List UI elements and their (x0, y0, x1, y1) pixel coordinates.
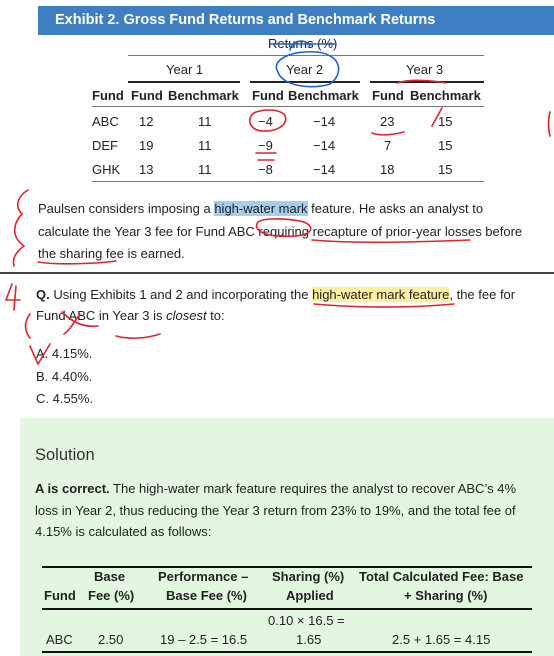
table-cell: 11 (198, 138, 212, 153)
y1-bench-header: Benchmark (168, 88, 239, 103)
year3-header: Year 3 (406, 62, 444, 77)
table-cell: 11 (198, 162, 212, 177)
ink-bracket-mark (13, 190, 28, 266)
returns-label: Returns (%) (268, 36, 338, 51)
highlighted-term: high-water mark (214, 201, 308, 216)
sol-cell-share-1: 0.10 × 16.5 = (268, 613, 345, 628)
sol-header-perf-2: Base Fee (%) (166, 588, 247, 603)
y2-fund-header: Fund (252, 88, 284, 103)
exhibit-table (0, 0, 554, 180)
table-cell: 23 (380, 114, 395, 129)
table-cell: 18 (380, 162, 395, 177)
y2-bench-header: Benchmark (288, 88, 359, 103)
table-cell: −4 (258, 114, 273, 129)
case-paragraph: Paulsen considers imposing a high-water mark feature. He asks an analyst to calculate the Year 3 fee for Fund ABC requiring recapture of prior-year losses before the sharing fee is earned. (38, 201, 523, 261)
sol-cell-perf: 19 – 2.5 = 16.5 (160, 632, 248, 647)
table-cell: 15 (438, 138, 453, 153)
y3-fund-header: Fund (372, 88, 404, 103)
solution-title: Solution (35, 446, 95, 464)
option-b[interactable]: B. 4.40%. (36, 369, 93, 384)
table-row-fund: ABC (92, 114, 119, 129)
year1-header: Year 1 (166, 62, 204, 77)
table-cell: −14 (313, 114, 336, 129)
sol-header-total-2: + Sharing (%) (404, 588, 488, 603)
sol-header-perf: Performance – (158, 569, 249, 584)
table-cell: 19 (139, 138, 154, 153)
table-cell: −14 (313, 138, 336, 153)
sol-header-share-2: Applied (286, 588, 334, 603)
y3-bench-header: Benchmark (410, 88, 481, 103)
sol-header-share: Sharing (%) (272, 569, 345, 584)
col-fund-header: Fund (92, 88, 124, 103)
table-cell: −14 (313, 162, 336, 177)
sol-cell-fund: ABC (46, 632, 73, 647)
table-cell: 15 (438, 114, 453, 129)
table-row-fund: DEF (92, 138, 118, 153)
solution-block (20, 418, 554, 656)
table-cell: 13 (139, 162, 154, 177)
table-cell: 7 (384, 138, 392, 153)
sol-header-base: Base (94, 569, 126, 584)
question-block (0, 274, 554, 414)
table-row-fund: GHK (92, 162, 121, 177)
highlighted-term: high-water mark feature (312, 287, 450, 302)
table-cell: −8 (258, 162, 273, 177)
year2-header: Year 2 (286, 62, 324, 77)
sol-cell-base: 2.50 (98, 632, 124, 647)
option-c[interactable]: C. 4.55%. (36, 391, 94, 406)
question-stem: Q. Using Exhibits 1 and 2 and incorporating the high-water mark feature, the fee for Fund ABC in Year 3 is closest to: (36, 287, 516, 323)
y1-fund-header: Fund (131, 88, 163, 103)
table-cell: 12 (139, 114, 154, 129)
sol-cell-total: 2.5 + 1.65 = 4.15 (392, 632, 491, 647)
solution-body: A is correct. The high-water mark feature requires the analyst to recover ABC’s 4% loss in Year 2, thus reducing the Year 3 return from 23% to 19%, and the total fee of 4.15% is calculated as follows: (35, 481, 516, 539)
table-cell: 15 (438, 162, 453, 177)
sol-cell-share-2: 1.65 (296, 632, 322, 647)
sol-header-base-2: Fee (%) (88, 588, 135, 603)
table-cell: −9 (258, 138, 273, 153)
exhibit-title: Exhibit 2. Gross Fund Returns and Benchmark Returns (38, 6, 554, 35)
table-cell: 11 (198, 114, 212, 129)
sol-header-total: Total Calculated Fee: Base (359, 569, 524, 584)
sol-header-fund: Fund (44, 588, 76, 603)
option-a[interactable]: A. 4.15%. (36, 346, 93, 361)
